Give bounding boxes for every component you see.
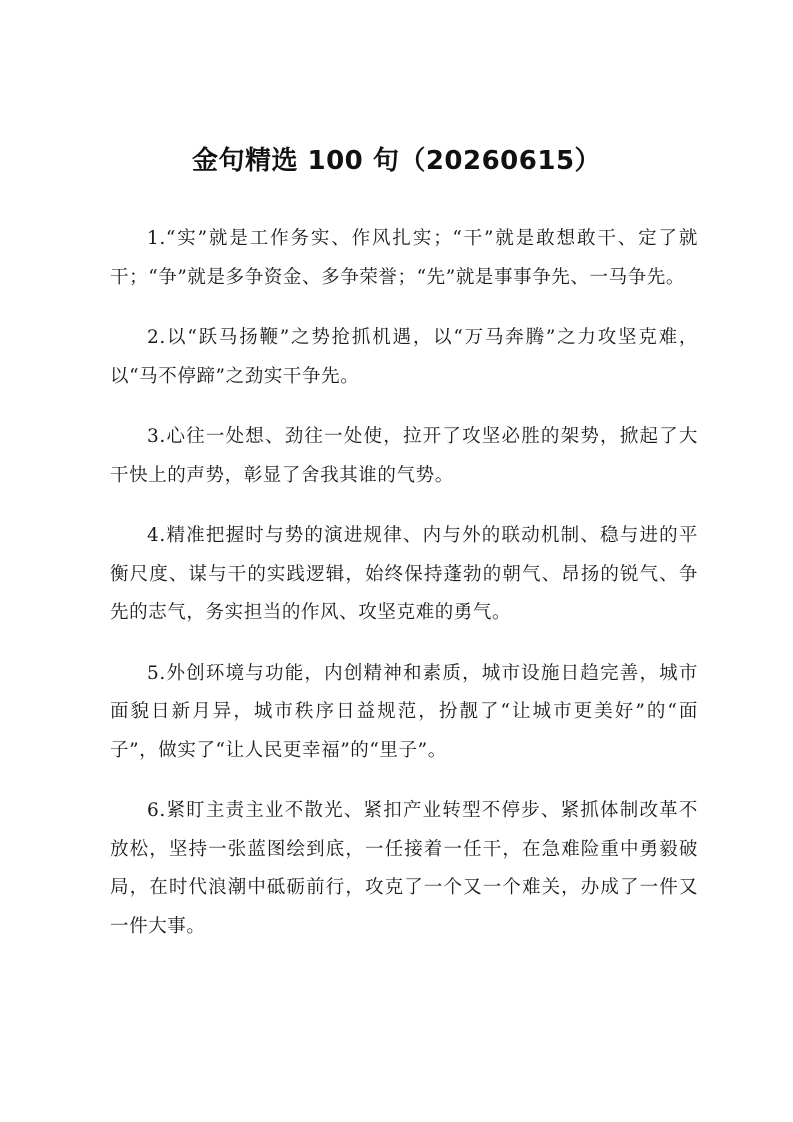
quote-paragraph-2: 2.以“跃马扬鞭”之势抢抓机遇，以“万马奔腾”之力攻坚克难，以“马不停蹄”之劲实干争先。: [110, 327, 698, 387]
quote-paragraph-6: 6.紧盯主责主业不散光、紧扣产业转型不停步、紧抓体制改革不放松，坚持一张蓝图绘到底，一任接着一任干，在急难险重中勇毅破局，在时代浪潮中砥砺前行，攻克了一个又一个难关，办成了一件又一件大事。: [110, 800, 698, 937]
quote-paragraph-1: 1.“实”就是工作务实、作风扎实；“干”就是敢想敢干、定了就干；“争”就是多争资金、多争荣誉；“先”就是事事争先、一马争先。: [110, 228, 698, 288]
quote-paragraph-5: 5.外创环境与功能，内创精神和素质，城市设施日趋完善，城市面貌日新月异，城市秩序日益规范，扮靓了“让城市更美好”的“面子”，做实了“让人民更幸福”的“里子”。: [110, 662, 698, 761]
quote-paragraph-4: 4.精准把握时与势的演进规律、内与外的联动机制、稳与进的平衡尺度、谋与干的实践逻辑，始终保持蓬勃的朝气、昂扬的锐气、争先的志气，务实担当的作风、攻坚克难的勇气。: [110, 525, 698, 623]
document-body: [110, 220, 698, 968]
document-title: 金句精选 100 句（20260615）: [191, 146, 602, 176]
quote-paragraph-3: 3.心往一处想、劲往一处使，拉开了攻坚必胜的架势，掀起了大干快上的声势，彰显了舍我其谁的气势。: [110, 426, 698, 486]
